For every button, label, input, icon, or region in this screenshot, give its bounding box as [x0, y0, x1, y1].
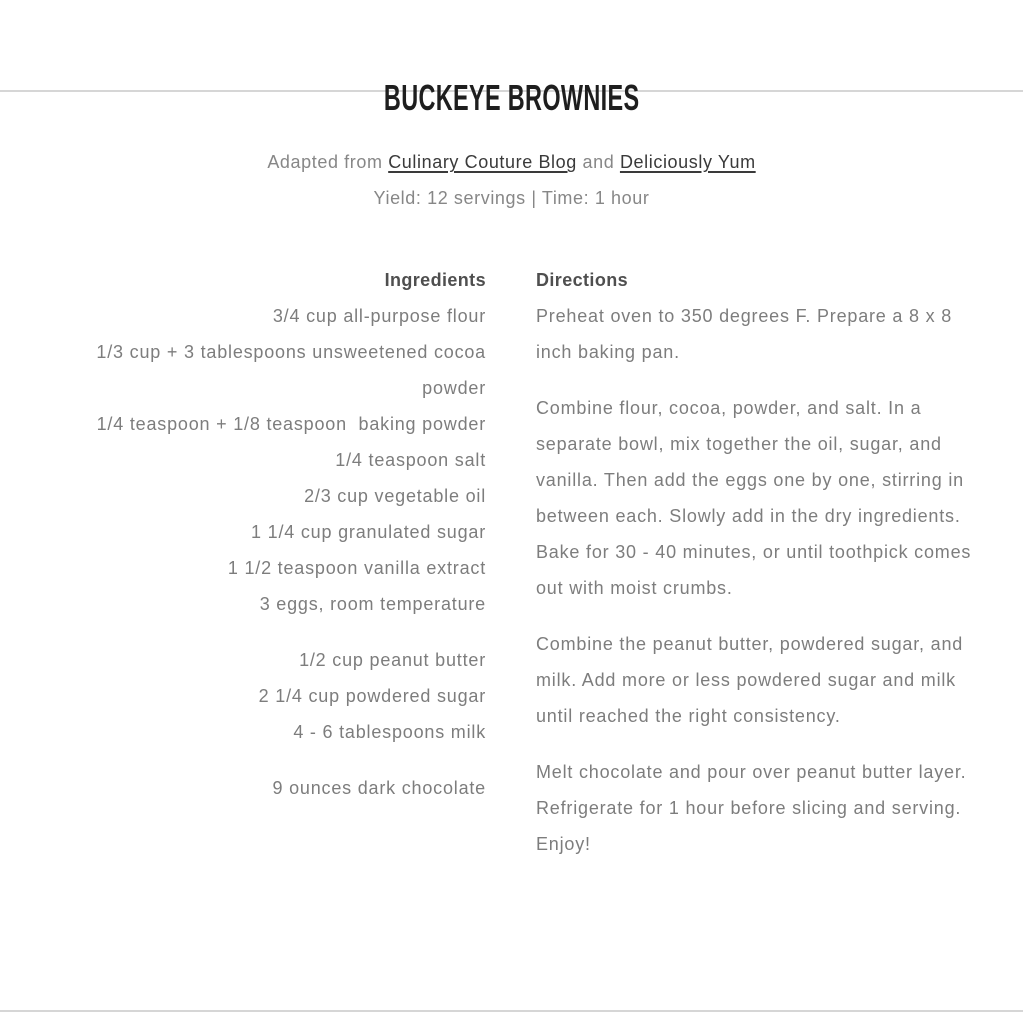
direction-paragraph: Melt chocolate and pour over peanut butter layer. Refrigerate for 1 hour before slicing and serving. Enjoy! [536, 762, 967, 854]
ingredient-item: 1/3 cup + 3 tablespoons unsweetened cocoa powder [96, 342, 492, 398]
bottom-divider [0, 1010, 1023, 1012]
ingredient-item: 1 1/4 cup granulated sugar [251, 522, 486, 542]
ingredients-heading: Ingredients [384, 270, 486, 290]
ingredient-group [40, 298, 492, 622]
source-link-deliciously-yum[interactable]: Deliciously Yum [619, 152, 756, 172]
ingredient-item: 2/3 cup vegetable oil [304, 486, 486, 506]
ingredient-item: 2 1/4 cup powdered sugar [258, 686, 486, 706]
ingredient-group [40, 770, 486, 806]
recipe-card [0, 80, 1023, 862]
recipe-page [0, 80, 1023, 862]
yield-time-line: Yield: 12 servings | Time: 1 hour [373, 188, 650, 208]
byline-and: and [576, 152, 620, 172]
direction-paragraph: Combine flour, cocoa, powder, and salt. In a separate bowl, mix together the oil, sugar, and vanilla. Then add the eggs one by one, stirring in between each. Slowly add in the dry ingredients. Bake for 30 - 40 minutes, or until toothpick comes out with moist crumbs. [536, 398, 972, 598]
directions-heading: Directions [536, 270, 629, 290]
direction-paragraph: Combine the peanut butter, powdered sugar, and milk. Add more or less powdered sugar and milk until reached the right consistency. [536, 634, 964, 726]
ingredient-item: 9 ounces dark chocolate [272, 778, 486, 798]
source-link-culinary-couture-blog[interactable]: Culinary Couture Blog [388, 152, 577, 172]
byline [0, 144, 1023, 180]
ingredient-item: 4 - 6 tablespoons milk [293, 722, 486, 742]
directions-list [536, 298, 993, 862]
recipe-title [0, 80, 1023, 118]
ingredient-item: 3/4 cup all-purpose flour [272, 306, 486, 326]
ingredients-list [40, 298, 492, 806]
ingredients-section [40, 262, 492, 862]
recipe-title-text: BUCKEYE BROWNIES [383, 78, 640, 119]
ingredient-item: 3 eggs, room temperature [259, 594, 486, 614]
ingredient-item: 1 1/2 teaspoon vanilla extract [227, 558, 486, 578]
ingredient-item: 1/4 teaspoon salt [335, 450, 486, 470]
byline-prefix: Adapted from [267, 152, 389, 172]
recipe-columns [40, 262, 993, 862]
ingredient-item: 1/2 cup peanut butter [299, 650, 486, 670]
ingredient-group [40, 642, 486, 750]
directions-section [536, 262, 993, 862]
ingredient-item: 1/4 teaspoon + 1/8 teaspoon baking powder [96, 414, 486, 434]
direction-paragraph: Preheat oven to 350 degrees F. Prepare a 8 x 8 inch baking pan. [536, 306, 953, 362]
